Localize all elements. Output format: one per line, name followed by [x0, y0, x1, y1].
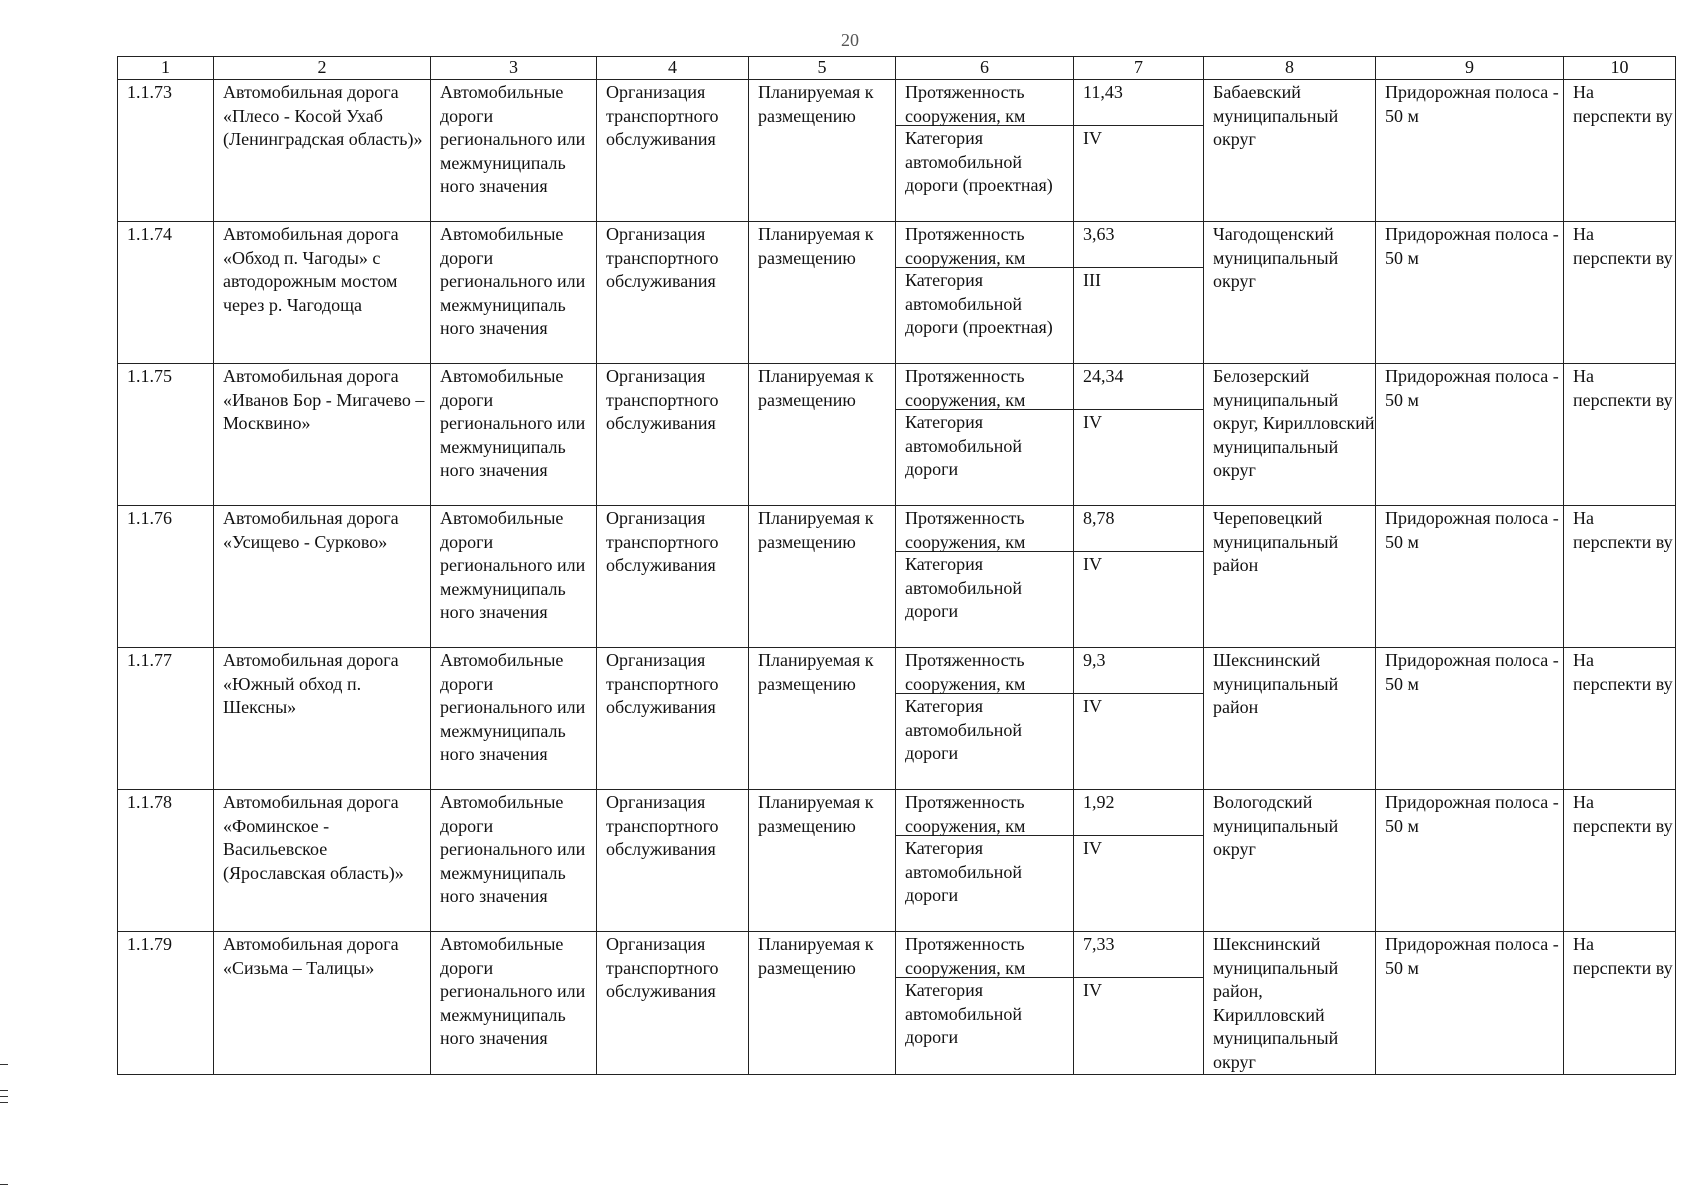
- row-number: 1.1.79: [118, 932, 214, 1075]
- category-value: IV: [1083, 696, 1102, 716]
- object-type: Автомобильные дороги регионального или межмуниципаль ного значения: [431, 790, 597, 932]
- object-name: Автомобильная дорога «Фоминское - Васильевское (Ярославская область)»: [214, 790, 431, 932]
- characteristic-length-label: Протяженность сооружения, км: [896, 80, 1073, 126]
- characteristics-cell: [896, 80, 1074, 222]
- length-value: 24,34: [1074, 364, 1203, 410]
- values-cell: [1074, 648, 1204, 790]
- object-name: Автомобильная дорога «Южный обход п. Шексны»: [214, 648, 431, 790]
- table-row: [118, 790, 1676, 932]
- category-value: IV: [1083, 128, 1102, 148]
- object-zone: Придорожная полоса - 50 м: [1376, 932, 1564, 1075]
- category-value: IV: [1083, 838, 1102, 858]
- object-name: Автомобильная дорога «Сизьма – Талицы»: [214, 932, 431, 1075]
- object-term: На перспекти ву: [1564, 222, 1676, 364]
- length-value: 1,92: [1074, 790, 1203, 836]
- category-value: III: [1083, 270, 1101, 290]
- object-status: Планируемая к размещению: [749, 80, 896, 222]
- characteristic-category-label: Категория автомобильной дороги: [905, 838, 1022, 905]
- column-header: 5: [749, 57, 896, 80]
- category-value: IV: [1083, 980, 1102, 1000]
- scan-edge-mark: [0, 1064, 8, 1065]
- object-location: Шекснинский муниципальный район, Кирилловский муниципальный округ: [1204, 932, 1376, 1075]
- object-type: Автомобильные дороги регионального или межмуниципаль ного значения: [431, 364, 597, 506]
- objects-table: [117, 56, 1676, 1075]
- object-term: На перспекти ву: [1564, 80, 1676, 222]
- object-name: Автомобильная дорога «Обход п. Чагоды» с автодорожным мостом через р. Чагодоща: [214, 222, 431, 364]
- object-purpose: Организация транспортного обслуживания: [597, 932, 749, 1075]
- values-cell: [1074, 506, 1204, 648]
- column-header: 8: [1204, 57, 1376, 80]
- column-header: 4: [597, 57, 749, 80]
- header-row: [118, 57, 1676, 80]
- row-number: 1.1.76: [118, 506, 214, 648]
- object-purpose: Организация транспортного обслуживания: [597, 222, 749, 364]
- object-location: Вологодский муниципальный округ: [1204, 790, 1376, 932]
- page-number: 20: [841, 30, 859, 50]
- characteristic-length-label: Протяженность сооружения, км: [896, 506, 1073, 552]
- scan-edge-mark: [0, 1102, 8, 1103]
- length-value: 8,78: [1074, 506, 1203, 552]
- table-row: [118, 222, 1676, 364]
- values-cell: [1074, 80, 1204, 222]
- object-zone: Придорожная полоса - 50 м: [1376, 648, 1564, 790]
- characteristic-length-label: Протяженность сооружения, км: [896, 790, 1073, 836]
- characteristic-category-label: Категория автомобильной дороги: [905, 554, 1022, 621]
- characteristic-length-label: Протяженность сооружения, км: [896, 932, 1073, 978]
- characteristic-category-label: Категория автомобильной дороги (проектная): [905, 270, 1053, 337]
- column-header: 2: [214, 57, 431, 80]
- row-number: 1.1.75: [118, 364, 214, 506]
- object-term: На перспекти ву: [1564, 932, 1676, 1075]
- table-row: [118, 932, 1676, 1075]
- object-location: Белозерский муниципальный округ, Кирилловский муниципальный округ: [1204, 364, 1376, 506]
- object-type: Автомобильные дороги регионального или межмуниципаль ного значения: [431, 932, 597, 1075]
- object-type: Автомобильные дороги регионального или межмуниципаль ного значения: [431, 648, 597, 790]
- characteristics-cell: [896, 932, 1074, 1075]
- values-cell: [1074, 364, 1204, 506]
- characteristic-length-label: Протяженность сооружения, км: [896, 364, 1073, 410]
- column-header: 10: [1564, 57, 1676, 80]
- table-row: [118, 506, 1676, 648]
- length-value: 11,43: [1074, 80, 1203, 126]
- object-type: Автомобильные дороги регионального или межмуниципаль ного значения: [431, 506, 597, 648]
- object-status: Планируемая к размещению: [749, 790, 896, 932]
- object-purpose: Организация транспортного обслуживания: [597, 648, 749, 790]
- object-status: Планируемая к размещению: [749, 506, 896, 648]
- scan-edge-mark: [0, 1096, 8, 1097]
- object-location: Шекснинский муниципальный район: [1204, 648, 1376, 790]
- characteristics-cell: [896, 648, 1074, 790]
- values-cell: [1074, 222, 1204, 364]
- row-number: 1.1.73: [118, 80, 214, 222]
- object-term: На перспекти ву: [1564, 506, 1676, 648]
- values-cell: [1074, 932, 1204, 1075]
- scan-edge-mark: [0, 1184, 8, 1185]
- object-status: Планируемая к размещению: [749, 364, 896, 506]
- object-term: На перспекти ву: [1564, 648, 1676, 790]
- table-row: [118, 648, 1676, 790]
- column-header: 6: [896, 57, 1074, 80]
- length-value: 7,33: [1074, 932, 1203, 978]
- characteristics-cell: [896, 222, 1074, 364]
- object-zone: Придорожная полоса - 50 м: [1376, 80, 1564, 222]
- object-location: Чагодощенский муниципальный округ: [1204, 222, 1376, 364]
- object-zone: Придорожная полоса - 50 м: [1376, 222, 1564, 364]
- row-number: 1.1.74: [118, 222, 214, 364]
- object-term: На перспекти ву: [1564, 790, 1676, 932]
- characteristic-category-label: Категория автомобильной дороги: [905, 696, 1022, 763]
- table-row: [118, 80, 1676, 222]
- characteristic-category-label: Категория автомобильной дороги: [905, 980, 1022, 1047]
- category-value: IV: [1083, 554, 1102, 574]
- object-status: Планируемая к размещению: [749, 932, 896, 1075]
- length-value: 9,3: [1074, 648, 1203, 694]
- object-purpose: Организация транспортного обслуживания: [597, 506, 749, 648]
- object-name: Автомобильная дорога «Усищево - Сурково»: [214, 506, 431, 648]
- object-term: На перспекти ву: [1564, 364, 1676, 506]
- object-location: Череповецкий муниципальный район: [1204, 506, 1376, 648]
- object-zone: Придорожная полоса - 50 м: [1376, 506, 1564, 648]
- object-purpose: Организация транспортного обслуживания: [597, 364, 749, 506]
- object-name: Автомобильная дорога «Плесо - Косой Ухаб (Ленинградская область)»: [214, 80, 431, 222]
- characteristic-length-label: Протяженность сооружения, км: [896, 648, 1073, 694]
- table-row: [118, 364, 1676, 506]
- object-purpose: Организация транспортного обслуживания: [597, 80, 749, 222]
- object-status: Планируемая к размещению: [749, 222, 896, 364]
- scan-edge-mark: [0, 1090, 8, 1091]
- column-header: 1: [118, 57, 214, 80]
- object-location: Бабаевский муниципальный округ: [1204, 80, 1376, 222]
- object-type: Автомобильные дороги регионального или межмуниципаль ного значения: [431, 80, 597, 222]
- characteristic-length-label: Протяженность сооружения, км: [896, 222, 1073, 268]
- column-header: 7: [1074, 57, 1204, 80]
- row-number: 1.1.78: [118, 790, 214, 932]
- characteristics-cell: [896, 364, 1074, 506]
- column-header: 9: [1376, 57, 1564, 80]
- category-value: IV: [1083, 412, 1102, 432]
- object-purpose: Организация транспортного обслуживания: [597, 790, 749, 932]
- length-value: 3,63: [1074, 222, 1203, 268]
- row-number: 1.1.77: [118, 648, 214, 790]
- object-name: Автомобильная дорога «Иванов Бор - Мигачево – Москвино»: [214, 364, 431, 506]
- object-zone: Придорожная полоса - 50 м: [1376, 790, 1564, 932]
- characteristics-cell: [896, 790, 1074, 932]
- characteristic-category-label: Категория автомобильной дороги (проектная): [905, 128, 1053, 195]
- characteristic-category-label: Категория автомобильной дороги: [905, 412, 1022, 479]
- object-type: Автомобильные дороги регионального или межмуниципаль ного значения: [431, 222, 597, 364]
- object-zone: Придорожная полоса - 50 м: [1376, 364, 1564, 506]
- column-header: 3: [431, 57, 597, 80]
- characteristics-cell: [896, 506, 1074, 648]
- values-cell: [1074, 790, 1204, 932]
- object-status: Планируемая к размещению: [749, 648, 896, 790]
